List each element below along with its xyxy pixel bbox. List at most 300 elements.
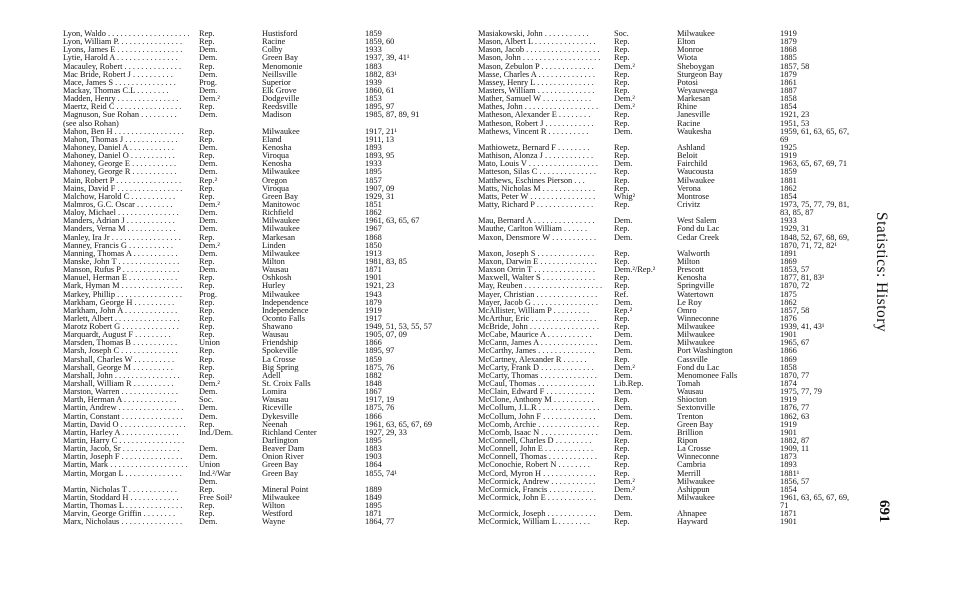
legislator-name: Maxon, Joseph S . . . . . . . . . . . . . . (478, 248, 595, 258)
legislator-name: McClone, Anthony M . . . . . . . . . . (478, 395, 594, 405)
years-served: 1883 (365, 444, 382, 454)
party: Rep. (614, 183, 630, 193)
years-served: 1864, 77 (365, 517, 395, 527)
party: Dem. (614, 338, 633, 348)
years-served: 1849 (365, 493, 382, 503)
years-served: 1891 (780, 248, 797, 258)
residence: La Crosse (677, 444, 711, 454)
residence: Rhine (677, 102, 698, 112)
party: Rep. (199, 232, 215, 242)
legislator-name: Lytie, Harold A . . . . . . . . . . . . . . . (63, 53, 178, 63)
party: Rep. (199, 354, 215, 364)
party: Rep. (199, 151, 215, 161)
party: Rep. (199, 509, 215, 519)
years-served: 1857, 58 (780, 61, 810, 71)
years-served: 1929, 31 (780, 224, 810, 234)
residence: Milwaukee (262, 493, 300, 503)
years-served: 1895, 97 (365, 102, 395, 112)
years-served: 1901 (780, 330, 797, 340)
legislator-name: Mayer, Jacob G . . . . . . . . . . . . . . . . (478, 297, 598, 307)
legislator-name: McCormick, Francis . . . . . . . . . . . (478, 484, 594, 494)
party: Rep. (199, 305, 215, 315)
party: Rep. (199, 419, 215, 429)
residence: Cedar Creek (677, 232, 720, 242)
party: Dem. (614, 216, 633, 226)
residence: Neenah (262, 419, 288, 429)
residence: Elk Grove (262, 85, 297, 95)
years-served: 1901 (780, 427, 797, 437)
residence: Winneconne (677, 313, 719, 323)
party: Dem. (614, 330, 633, 340)
years-served: 1858 (780, 362, 797, 372)
page-number-box (874, 500, 892, 530)
years-served: 1937, 39, 41¹ (365, 53, 410, 63)
years-served: 1893 (780, 460, 797, 470)
legislator-name: Mahoney, George E . . . . . . . . . . . (63, 159, 177, 169)
residence: Ashland (677, 142, 705, 152)
residence: Shawano (262, 322, 293, 332)
years-served: 1927, 29, 33 (365, 427, 407, 437)
residence: Brillion (677, 427, 704, 437)
residence: Riceville (262, 403, 293, 413)
residence: Weyauwega (677, 85, 718, 95)
residence: Westford (262, 509, 293, 519)
residence: Cambria (677, 460, 706, 470)
residence: Sheboygan (677, 61, 715, 71)
residence: Milwaukee (262, 126, 300, 136)
residence: Oshkosh (262, 273, 292, 283)
residence: Green Bay (262, 53, 299, 63)
party: Rep. (614, 69, 630, 79)
legislator-name: Matheson, Alexander E . . . . . . . . (478, 110, 591, 120)
legislator-name: Martin, Harley A . . . . . . . . . . . . . . (63, 427, 179, 437)
residence: Sextonville (677, 403, 716, 413)
residence: Hayward (677, 517, 708, 527)
residence: Green Bay (677, 419, 714, 429)
years-served: 1917, 21¹ (365, 126, 397, 136)
party: Dem.²/Rep.² (614, 265, 656, 275)
years-served: 1870, 77 (780, 370, 810, 380)
legislator-name: Manney, Francis G . . . . . . . . . . . (63, 240, 173, 250)
years-served: 1853 (365, 94, 382, 104)
legislator-name: Maxon, Darwin E . . . . . . . . . . . . . . (478, 256, 597, 266)
legislator-name: Matts, Nicholas M . . . . . . . . . . . . . (478, 183, 596, 193)
party: Dem. (199, 45, 218, 55)
residence: Crivitz (677, 199, 701, 209)
legislator-name: Markham, John A . . . . . . . . . . . . . (63, 305, 178, 315)
years-served: 1855, 74¹ (365, 468, 397, 478)
party: Dem. (614, 346, 633, 356)
party: Rep. (614, 151, 630, 161)
party: Union (199, 460, 220, 470)
residence: Montrose (677, 191, 710, 201)
legislator-name: McCann, James A . . . . . . . . . . . . . . (478, 338, 598, 348)
party: Rep. (199, 102, 215, 112)
years-served: 1895 (365, 436, 382, 446)
party: Rep. (199, 362, 215, 372)
party: Soc. (614, 29, 629, 38)
legislator-name: Matty, Richard P . . . . . . . . . . . . . . (478, 199, 594, 209)
legislator-name: Mathes, John . . . . . . . . . . . . . . . . . . (478, 102, 599, 112)
party: Dem. (614, 297, 633, 307)
residence: Le Roy (677, 297, 702, 307)
years-served: 1867 (365, 387, 382, 397)
legislator-name: Marshall, Charles W . . . . . . . . . . (63, 354, 175, 364)
years-served: 1853, 57 (780, 265, 810, 275)
legislator-name: Marsh, Joseph C . . . . . . . . . . . . . . (63, 346, 178, 356)
party: Rep. (614, 224, 630, 234)
party: Rep. (614, 167, 630, 177)
residence: Milwaukee (677, 476, 715, 486)
residence: Adell (262, 370, 281, 380)
legislator-name: Mauthe, Carlton William . . . . . . (478, 224, 588, 234)
party: Rep. (199, 297, 215, 307)
party: Dem. (199, 387, 218, 397)
residence: Spokeville (262, 346, 298, 356)
legislator-name: Manders, Verna M . . . . . . . . . . . . (63, 224, 176, 234)
party: Free Soil² (199, 493, 232, 503)
legislator-name: Lyon, William P. . . . . . . . . . . . . . . . (63, 37, 183, 47)
years-served: 1868 (365, 232, 382, 242)
party: Dem. (199, 452, 218, 462)
legislator-name: McCollum, John F . . . . . . . . . . . . . (478, 411, 596, 421)
party: Rep. (199, 191, 215, 201)
legislator-name: Mains, David F . . . . . . . . . . . . . . . . (63, 183, 183, 193)
party: Rep. (614, 45, 630, 55)
residence: Kenosha (262, 142, 292, 152)
legislator-name: Mace, James S . . . . . . . . . . . . . . . (63, 77, 176, 87)
years-served: 1854 (780, 102, 797, 112)
party: Rep. (614, 419, 630, 429)
residence: Menomonie (262, 61, 303, 71)
residence: Darlington (262, 436, 299, 446)
residence: Fairchild (677, 159, 708, 169)
years-served: 1879 (365, 297, 382, 307)
residence: La Crosse (262, 354, 296, 364)
party: Dem. (199, 142, 218, 152)
residence: Onion River (262, 452, 304, 462)
legislator-name: Martin, Jacob, Sr . . . . . . . . . . . . . . (63, 444, 180, 454)
legislator-name: Matthews, Eschines Pierson . . . (478, 175, 585, 185)
residence: Milwaukee (677, 175, 715, 185)
residence: Milwaukee (262, 289, 300, 299)
years-served: 1939, 41, 43¹ (780, 322, 825, 332)
legislator-name: Marsden, Thomas B . . . . . . . . . . . (63, 338, 178, 348)
party: Dem.² (614, 102, 635, 112)
legislator-name: McCormick, Joseph . . . . . . . . . . . . (478, 509, 596, 519)
years-served: 1862 (780, 183, 797, 193)
years-served: 71 (780, 501, 789, 511)
residence: Hustisford (262, 29, 298, 38)
years-served: 1883 (365, 61, 382, 71)
legislator-name: Main, Robert P . . . . . . . . . . . . . . . . (63, 175, 182, 185)
legislator-name: May, Reuben . . . . . . . . . . . . . . . . . . . (478, 281, 603, 291)
years-served: 1907, 09 (365, 183, 395, 193)
years-served: 1905, 07, 09 (365, 330, 407, 340)
party: Rep. (199, 501, 215, 511)
residence: Menomonee Falls (677, 370, 738, 380)
years-served: 1862 (780, 297, 797, 307)
years-served: 1893, 95 (365, 151, 395, 161)
years-served: 1967 (365, 224, 382, 234)
party: Dem. (199, 476, 218, 486)
years-served: 1862 (365, 208, 382, 218)
residence: Waukesha (677, 126, 712, 136)
years-served: 1939 (365, 77, 382, 87)
party: Dem. (614, 411, 633, 421)
residence: Tomah (677, 379, 701, 389)
years-served: 1963, 65, 67, 69, 71 (780, 159, 847, 169)
residence: Waucousta (677, 167, 714, 177)
years-served: 1889 (365, 484, 382, 494)
legislator-name: Martin, David O . . . . . . . . . . . . . . . . (63, 419, 186, 429)
years-served: 1961, 63, 65, 67, 69, (780, 493, 850, 503)
party: Rep. (199, 370, 215, 380)
years-served: 1975, 77, 79 (780, 387, 822, 397)
legislator-name: McConochie, Robert N . . . . . . . . (478, 460, 590, 470)
legislator-name: Maloy, Michael . . . . . . . . . . . . . . . (63, 208, 179, 218)
party: Dem. (614, 387, 633, 397)
residence: Milwaukee (677, 338, 715, 348)
legislator-name: Martin, Stoddard H . . . . . . . . . . . . (63, 493, 179, 503)
party: Prog. (199, 289, 217, 299)
party: Dem. (199, 110, 218, 120)
years-served: 1876 (780, 313, 797, 323)
residence: Watertown (677, 289, 714, 299)
residence: Ripon (677, 436, 698, 446)
legislator-name: Manning, Thomas A . . . . . . . . . . . (63, 248, 178, 258)
years-served: 1858 (780, 94, 797, 104)
party: Rep. (614, 175, 630, 185)
party: Rep. (614, 85, 630, 95)
years-served: 1856, 57 (780, 476, 810, 486)
party: Rep. (199, 330, 215, 340)
legislator-name: Martin, Mark . . . . . . . . . . . . . . . . . . . (63, 460, 188, 470)
legislator-name: Mahoney, Daniel O . . . . . . . . . . . (63, 151, 175, 161)
legislator-name: Mac Bride, Robert J . . . . . . . . . . (63, 69, 173, 79)
years-served: 1859 (780, 167, 797, 177)
years-served: 1862, 63 (780, 411, 810, 421)
party: Dem. (199, 403, 218, 413)
legislator-name: Mahoney, Daniel A . . . . . . . . . . . (63, 142, 174, 152)
party: Rep. (614, 248, 630, 258)
legislator-name: McBride, John . . . . . . . . . . . . . . . . . (478, 322, 599, 332)
legislator-name: Lyon, Waldo . . . . . . . . . . . . . . . . . . . . (63, 29, 190, 38)
party: Rep. (614, 77, 630, 87)
years-served: 1903 (365, 452, 382, 462)
years-served: 1859 (365, 354, 382, 364)
legislator-name: Markey, Phillip . . . . . . . . . . . . . . . . (63, 289, 183, 299)
years-served: 1925 (780, 142, 797, 152)
party: Rep. (199, 61, 215, 71)
residence: Neillsville (262, 69, 297, 79)
legislator-name: Marquardt, August F . . . . . . . . . (63, 330, 171, 340)
party: Rep. (614, 37, 630, 47)
residence: Springville (677, 281, 715, 291)
residence: Dodgeville (262, 94, 300, 104)
years-served: 1951, 53 (780, 118, 810, 128)
party: Ref. (614, 289, 629, 299)
party: Lib.Rep. (614, 379, 644, 389)
years-served: 1981, 83, 85 (365, 256, 407, 266)
residence: Winneconne (677, 452, 719, 462)
years-served: 1881 (780, 175, 797, 185)
legislator-name: McCarty, Frank D . . . . . . . . . . . . . (478, 362, 594, 372)
residence: Milton (677, 256, 700, 266)
years-served: 1961, 63, 65, 67, 69 (365, 419, 432, 429)
legislator-name: Markham, George H . . . . . . . . . . (63, 297, 175, 307)
legislator-name: Marth, Herman A . . . . . . . . . . . . . (63, 395, 177, 405)
party: Ind.²/War (199, 468, 231, 478)
legislator-name: Marotz Robert G . . . . . . . . . . . . . . (63, 322, 179, 332)
party: Dem.² (614, 61, 635, 71)
residence: Green Bay (262, 468, 299, 478)
legislator-name: Martin, Harry C . . . . . . . . . . . . . . . . (63, 436, 185, 446)
years-served: 1911, 13 (365, 134, 395, 144)
legislator-name: Manson, Rufus P . . . . . . . . . . . . . . (63, 265, 180, 275)
legislator-name: McConnell, John E . . . . . . . . . . . . (478, 444, 594, 454)
years-served: 1895 (365, 501, 382, 511)
years-served: 1929, 31 (365, 191, 395, 201)
years-served: 1851 (365, 199, 382, 209)
legislator-name: Mason, John . . . . . . . . . . . . . . . . . . . (478, 53, 601, 63)
legislator-name: Masse, Charles A . . . . . . . . . . . . . . (478, 69, 596, 79)
years-served: 1871 (780, 509, 797, 519)
years-served: 1868 (780, 45, 797, 55)
years-served: 1866 (365, 338, 382, 348)
party: Dem.² (199, 94, 220, 104)
party: Dem. (199, 224, 218, 234)
party: Dem.² (199, 379, 220, 389)
residence: Milton (262, 256, 285, 266)
residence: Eland (262, 134, 282, 144)
residence: Friendship (262, 338, 298, 348)
years-served: 1909, 11 (780, 444, 810, 454)
residence: Kenosha (262, 159, 292, 169)
party: Rep.² (614, 305, 633, 315)
party: Rep. (614, 273, 630, 283)
legislator-name: Lyons, James E . . . . . . . . . . . . . . . . (63, 45, 183, 55)
legislator-name: Mau, Bernard A . . . . . . . . . . . . . . . (478, 216, 595, 226)
party: Dem.² (614, 476, 635, 486)
residence: Mineral Point (262, 484, 309, 494)
years-served: 1866 (780, 346, 797, 356)
party: Rep. (614, 452, 630, 462)
years-served: 1917 (365, 313, 382, 323)
years-served: 69 (780, 134, 789, 144)
legislator-name: Massey, Henry L . . . . . . . . . . . . . . (478, 77, 594, 87)
legislator-name: Mahoney, George R . . . . . . . . . . . (63, 167, 177, 177)
legislator-name: Macauley, Robert . . . . . . . . . . . . . . (63, 61, 182, 71)
legislator-name: Martin, Nicholas T . . . . . . . . . . . . (63, 484, 177, 494)
residence: Wausau (262, 265, 289, 275)
years-served: 1871 (365, 265, 382, 275)
page-number: 691 (876, 500, 892, 523)
years-served: 1850 (365, 240, 382, 250)
legislator-name: Martin, Constant . . . . . . . . . . . . . . . (63, 411, 183, 421)
residence: Port Washington (677, 346, 733, 356)
legislator-name: Maxwell, Walter S . . . . . . . . . . . . . (478, 273, 596, 283)
party: Dem. (614, 370, 633, 380)
legislator-name: Maertz, Reid C . . . . . . . . . . . . . . . . (63, 102, 182, 112)
years-served: 1895, 97 (365, 346, 395, 356)
party: Dem. (199, 248, 218, 258)
residence: Fond du Lac (677, 224, 720, 234)
residence: Prescott (677, 265, 704, 275)
residence: Elton (677, 37, 696, 47)
party: Rep. (614, 468, 630, 478)
residence: Oconto Falls (262, 313, 306, 323)
legislator-name: Maxon, Densmore W . . . . . . . . . . . (478, 232, 597, 242)
party: Rep. (614, 53, 630, 63)
party: Rep. (199, 183, 215, 193)
party: Dem. (614, 493, 633, 503)
party: Rep. (199, 273, 215, 283)
residence: Dykesville (262, 411, 299, 421)
legislator-name: Martin, Morgan L . . . . . . . . . . . . . . (63, 468, 182, 478)
years-served: 1959, 61, 63, 65, 67, (780, 126, 850, 136)
years-served: 1887 (780, 85, 797, 95)
legislator-name: McCollum, J.L.R . . . . . . . . . . . . . . . (478, 403, 600, 413)
legislator-name: Mathiowetz, Bernard F . . . . . . . . (478, 142, 590, 152)
years-served: 1901 (780, 517, 797, 527)
years-served: 1882, 87 (780, 436, 810, 446)
residence: Milwaukee (262, 167, 300, 177)
party: Rep. (614, 436, 630, 446)
party: Rep. (199, 281, 215, 291)
residence: Janesville (677, 110, 711, 120)
residence: Wayne (262, 517, 286, 527)
party: Rep. (614, 322, 630, 332)
residence: Monroe (677, 45, 704, 55)
residence: Milwaukee (262, 248, 300, 258)
party: Rep. (614, 395, 630, 405)
legislator-name: McComb, Archie . . . . . . . . . . . . . . . (478, 419, 599, 429)
page-title: Statistics: History (873, 212, 890, 333)
residence: Markesan (262, 232, 296, 242)
party: Dem. (199, 85, 218, 95)
party: Rep. (199, 256, 215, 266)
residence: Beloit (677, 151, 698, 161)
years-served: 1869 (780, 256, 797, 266)
residence: Viroqua (262, 183, 289, 193)
party: Whig² (614, 191, 636, 201)
residence: Ashippun (677, 484, 710, 494)
residence: Milwaukee (262, 216, 300, 226)
years-served: 1879 (780, 37, 797, 47)
years-served: 1848, 52, 67, 68, 69, (780, 232, 850, 242)
residence: Manitowoc (262, 199, 301, 209)
residence: Wilton (262, 501, 285, 511)
party: Rep. (614, 199, 630, 209)
residence: Sturgeon Bay (677, 69, 723, 79)
years-served: 1869 (780, 354, 797, 364)
legislator-name: Malmros, G.C. Oscar . . . . . . . . . (63, 199, 173, 209)
residence: St. Croix Falls (262, 379, 311, 389)
party: Dem. (614, 232, 633, 242)
years-served: 1875, 76 (365, 362, 395, 372)
years-served: 1919 (780, 419, 797, 429)
party: Dem. (199, 411, 218, 421)
residence: Trenton (677, 411, 704, 421)
party: Dem. (199, 208, 218, 218)
party: Rep. (199, 322, 215, 332)
party: Rep. (199, 313, 215, 323)
party: Dem. (199, 69, 218, 79)
residence: Potosi (677, 77, 698, 87)
legislator-name: Martin, Joseph F . . . . . . . . . . . . . . . (63, 452, 183, 462)
legislator-name: Martin, Andrew . . . . . . . . . . . . . . . . (63, 403, 184, 413)
